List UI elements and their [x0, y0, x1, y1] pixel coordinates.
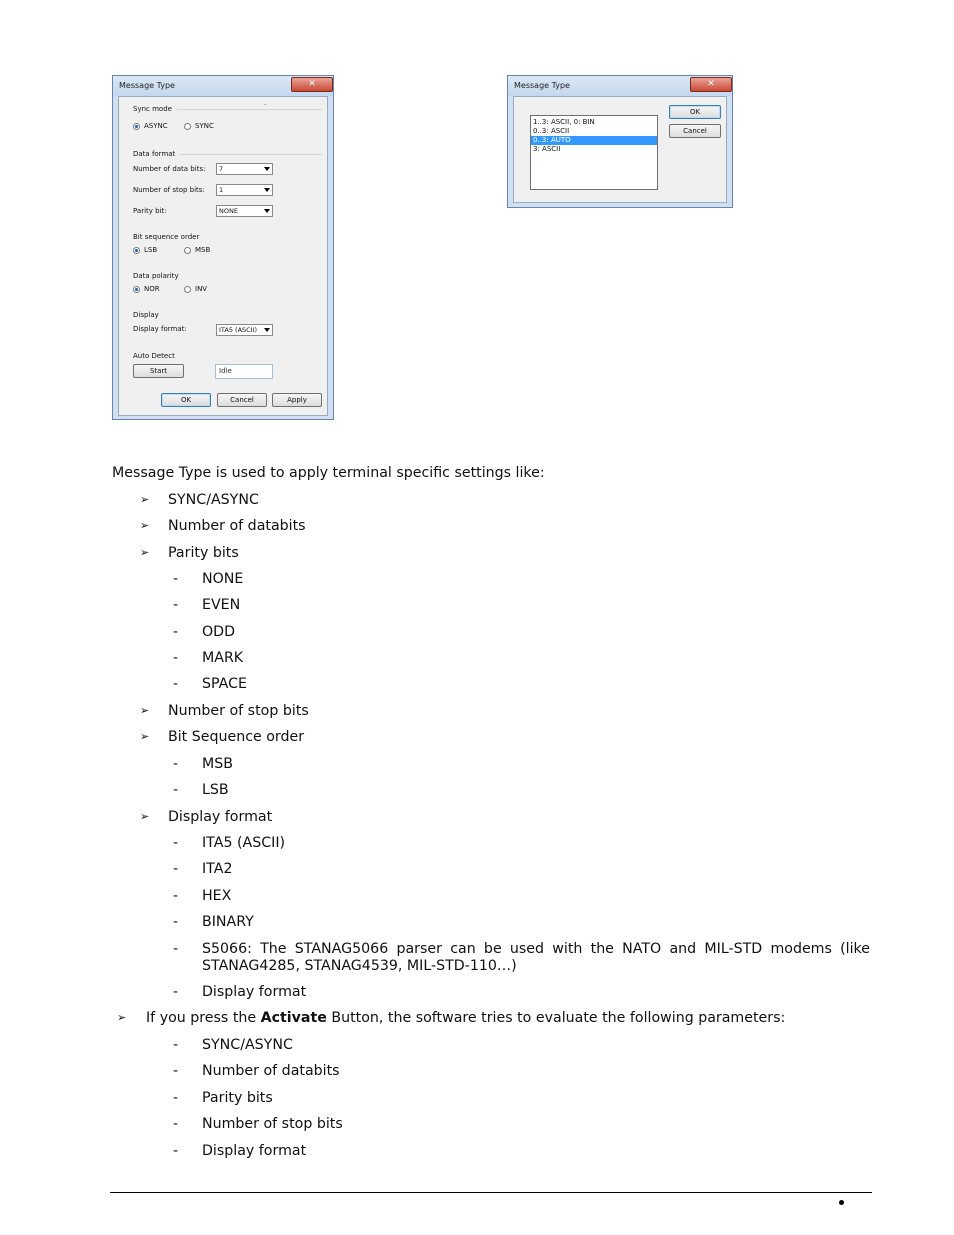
parity-value: NONE [219, 207, 238, 215]
sync-mode-label: Sync mode [133, 105, 172, 113]
polarity-label: Data polarity [133, 272, 179, 280]
sub-list-item: LSB [202, 782, 229, 798]
dash-marker: - [173, 1063, 179, 1079]
msb-radio[interactable] [184, 247, 191, 254]
dialog-client-area [118, 96, 328, 416]
list-item: Parity bits [168, 545, 239, 561]
activate-text-post: Button, the software tries to evaluate the following parameters: [326, 1010, 786, 1026]
dash-marker: - [173, 1143, 179, 1159]
activate-paragraph [146, 1009, 785, 1027]
sub-list-item: HEX [202, 888, 232, 904]
list-item: Display format [168, 809, 273, 825]
activate-text-pre: If you press the [146, 1010, 261, 1026]
data-format-label: Data format [133, 150, 176, 158]
close-button[interactable]: ✕ [690, 77, 732, 92]
bullet-icon: ➢ [140, 704, 150, 717]
list-option[interactable]: 0..3: AUTO [531, 136, 657, 145]
message-type-dialog [112, 75, 334, 420]
bullet-icon: ➢ [140, 810, 150, 823]
sub-list-item: SPACE [202, 676, 247, 692]
sub-list-item: ITA2 [202, 861, 233, 877]
sub-list-item: S5066: The STANAG5066 parser can be used with the NATO and MIL-STD modems (like STANAG4285, STANAG4539, MIL-STD-110…) [202, 941, 870, 974]
chevron-down-icon [264, 188, 270, 192]
auto-detect-label: Auto Detect [133, 352, 175, 360]
start-button[interactable]: Start [133, 364, 184, 378]
list-item: Number of databits [168, 518, 306, 534]
sub-list-item: ODD [202, 624, 236, 640]
dash-marker: - [173, 1037, 179, 1053]
bullet-icon: ➢ [117, 1011, 127, 1024]
stop-bits-label: Number of stop bits: [133, 186, 205, 194]
data-bits-value: 7 [219, 165, 224, 173]
nor-label: NOR [144, 285, 160, 293]
dash-marker: - [173, 1090, 179, 1106]
ok-button[interactable]: OK [669, 105, 721, 119]
dialog-title: Message Type [113, 76, 333, 96]
display-format-value: ITA5 (ASCII) [219, 326, 258, 334]
sync-radio[interactable] [184, 123, 191, 130]
chevron-down-icon [264, 328, 270, 332]
divider [177, 109, 322, 110]
nor-radio[interactable] [133, 286, 140, 293]
dash-marker: - [173, 676, 179, 692]
close-button[interactable]: ✕ [291, 77, 333, 92]
dash-marker: - [173, 782, 179, 798]
footer-bullet [839, 1200, 844, 1205]
data-bits-label: Number of data bits: [133, 165, 206, 173]
message-type-list[interactable] [530, 115, 658, 190]
dash-marker: - [173, 624, 179, 640]
sub-list-item: Display format [202, 984, 307, 1000]
dash-marker: - [173, 1116, 179, 1132]
chevron-down-icon [264, 167, 270, 171]
stop-bits-select[interactable] [216, 184, 273, 196]
sub-list-item: BINARY [202, 914, 254, 930]
message-type-list-dialog [507, 75, 733, 208]
sub-list-item: NONE [202, 571, 244, 587]
sub-list-item: MARK [202, 650, 244, 666]
sub-list-item: MSB [202, 756, 233, 772]
async-radio[interactable] [133, 123, 140, 130]
footer-rule [110, 1192, 872, 1193]
list-item: SYNC/ASYNC [168, 492, 259, 508]
dash-marker: - [173, 571, 179, 587]
data-bits-select[interactable] [216, 163, 273, 175]
msb-label: MSB [195, 246, 211, 254]
lsb-radio[interactable] [133, 247, 140, 254]
apply-button[interactable]: Apply [272, 393, 322, 407]
list-option[interactable]: 1..3: ASCII, 0: BIN [533, 118, 595, 126]
activate-term: Activate [260, 1010, 327, 1026]
sub-list-item: Parity bits [202, 1090, 273, 1106]
divider [179, 154, 322, 155]
sub-list-item: Number of databits [202, 1063, 340, 1079]
ok-button[interactable]: OK [161, 393, 211, 407]
lsb-label: LSB [144, 246, 158, 254]
dash-marker: - [173, 984, 179, 1000]
list-option[interactable]: 3: ASCII [533, 145, 561, 153]
list-option[interactable]: 0..3: ASCII [533, 127, 570, 135]
display-format-label: Display format: [133, 325, 187, 333]
sub-list-item: EVEN [202, 597, 241, 613]
bullet-icon: ➢ [140, 493, 150, 506]
list-item: Number of stop bits [168, 703, 309, 719]
dash-marker: - [173, 597, 179, 613]
parity-select[interactable] [216, 205, 273, 217]
dash-marker: - [173, 835, 179, 851]
dash-marker: - [173, 650, 179, 666]
stop-bits-value: 1 [219, 186, 224, 194]
list-items [531, 116, 657, 154]
dialog-client-area [513, 96, 727, 203]
bullet-icon: ➢ [140, 519, 150, 532]
dash-marker: - [173, 861, 179, 877]
bullet-icon: ➢ [140, 730, 150, 743]
sub-list-item: Number of stop bits [202, 1116, 343, 1132]
inv-label: INV [195, 285, 208, 293]
sub-list-item: ITA5 (ASCII) [202, 835, 286, 851]
dash-marker: - [173, 941, 179, 957]
chevron-down-icon [264, 209, 270, 213]
dash-marker: - [173, 756, 179, 772]
sub-list-item: SYNC/ASYNC [202, 1037, 293, 1053]
display-format-select[interactable] [216, 324, 273, 336]
dash-marker: - [173, 888, 179, 904]
stray-dot: . [264, 99, 267, 107]
cancel-button[interactable]: Cancel [669, 124, 721, 138]
list-item: Bit Sequence order [168, 729, 305, 745]
dialog-title: Message Type [508, 76, 732, 96]
bullet-icon: ➢ [140, 546, 150, 559]
sync-label: SYNC [195, 122, 214, 130]
cancel-button[interactable]: Cancel [217, 393, 267, 407]
inv-radio[interactable] [184, 286, 191, 293]
bit-order-label: Bit sequence order [133, 233, 200, 241]
intro-paragraph: Message Type is used to apply terminal specific settings like: [112, 465, 545, 481]
parity-label: Parity bit: [133, 207, 167, 215]
async-label: ASYNC [144, 122, 168, 130]
dash-marker: - [173, 914, 179, 930]
auto-detect-status: Idle [215, 364, 273, 379]
sub-list-item: Display format [202, 1143, 307, 1159]
display-label: Display [133, 311, 159, 319]
